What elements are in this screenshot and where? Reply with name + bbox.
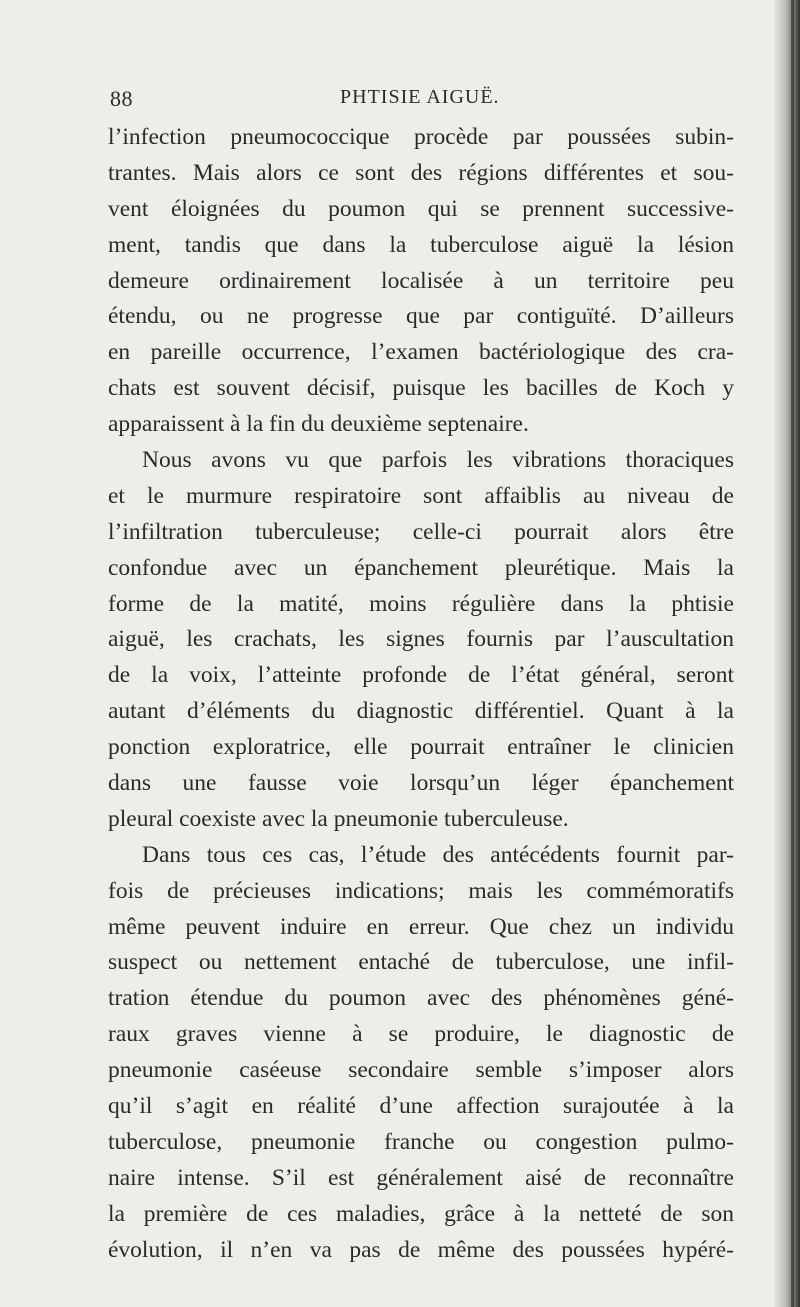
page-edge-line xyxy=(791,0,794,1307)
text-line: même peuvent induire en erreur. Que chez un individu xyxy=(108,913,734,940)
paragraph-start-line: Nous avons vu que parfois les vibrations thoraciques xyxy=(142,447,734,474)
text-line: l’infection pneumococcique procède par poussées subin- xyxy=(108,124,734,150)
text-line: demeure ordinairement localisée à un territoire peu xyxy=(108,267,734,294)
running-head: PHTISIE AIGUË. xyxy=(340,86,500,108)
text-line: trantes. Mais alors ce sont des régions différentes et sou- xyxy=(108,159,734,186)
text-line: tration étendue du poumon avec des phénomènes géné- xyxy=(108,985,734,1012)
page-number: 88 xyxy=(110,86,133,111)
text-line: et le murmure respiratoire sont affaiblis au niveau de xyxy=(108,482,734,509)
text-line: autant d’éléments du diagnostic différentiel. Quant à la xyxy=(108,698,734,725)
text-line: tuberculose, pneumonie franche ou congestion pulmo- xyxy=(108,1128,734,1155)
text-line: confondue avec un épanchement pleurétique. Mais la xyxy=(108,554,734,581)
text-line: l’infiltration tuberculeuse; celle-ci pourrait alors être xyxy=(108,518,734,545)
text-line: chats est souvent décisif, puisque les bacilles de Koch y xyxy=(108,375,734,402)
body-text xyxy=(108,120,734,1269)
text-line: de la voix, l’atteinte profonde de l’état général, seront xyxy=(108,662,734,689)
text-line: naire intense. S’il est généralement aisé de reconnaître xyxy=(108,1164,734,1191)
page-gutter-shadow xyxy=(774,0,800,1307)
text-line: étendu, ou ne progresse que par contiguïté. D’ailleurs xyxy=(108,303,734,330)
text-line: la première de ces maladies, grâce à la netteté de son xyxy=(108,1200,734,1227)
text-line: fois de précieuses indications; mais les commémoratifs xyxy=(108,877,734,904)
text-line: pneumonie caséeuse secondaire semble s’imposer alors xyxy=(108,1057,734,1084)
paragraph-end-line: pleural coexiste avec la pneumonie tuberculeuse. xyxy=(108,805,569,832)
page-header xyxy=(110,86,720,116)
text-line: ponction exploratrice, elle pourrait entraîner le clinicien xyxy=(108,734,734,761)
text-line: qu’il s’agit en réalité d’une affection surajoutée à la xyxy=(108,1093,734,1120)
text-line: aiguë, les crachats, les signes fournis par l’auscultation xyxy=(108,626,734,653)
text-line: suspect ou nettement entaché de tuberculose, une infil- xyxy=(108,949,734,976)
text-line: en pareille occurrence, l’examen bactériologique des cra- xyxy=(108,339,734,366)
text-line: dans une fausse voie lorsqu’un léger épanchement xyxy=(108,770,734,797)
text-line: forme de la matité, moins régulière dans la phtisie xyxy=(108,590,734,617)
text-line: vent éloignées du poumon qui se prennent successive- xyxy=(108,195,734,222)
paragraph-start-line: Dans tous ces cas, l’étude des antécédents fournit par- xyxy=(142,841,734,868)
text-line: ment, tandis que dans la tuberculose aiguë la lésion xyxy=(108,231,734,258)
text-line: évolution, il n’en va pas de même des poussées hypéré- xyxy=(108,1236,734,1263)
paragraph-end-line: apparaissent à la fin du deuxième septenaire. xyxy=(108,411,529,438)
text-line: raux graves vienne à se produire, le diagnostic de xyxy=(108,1021,734,1048)
